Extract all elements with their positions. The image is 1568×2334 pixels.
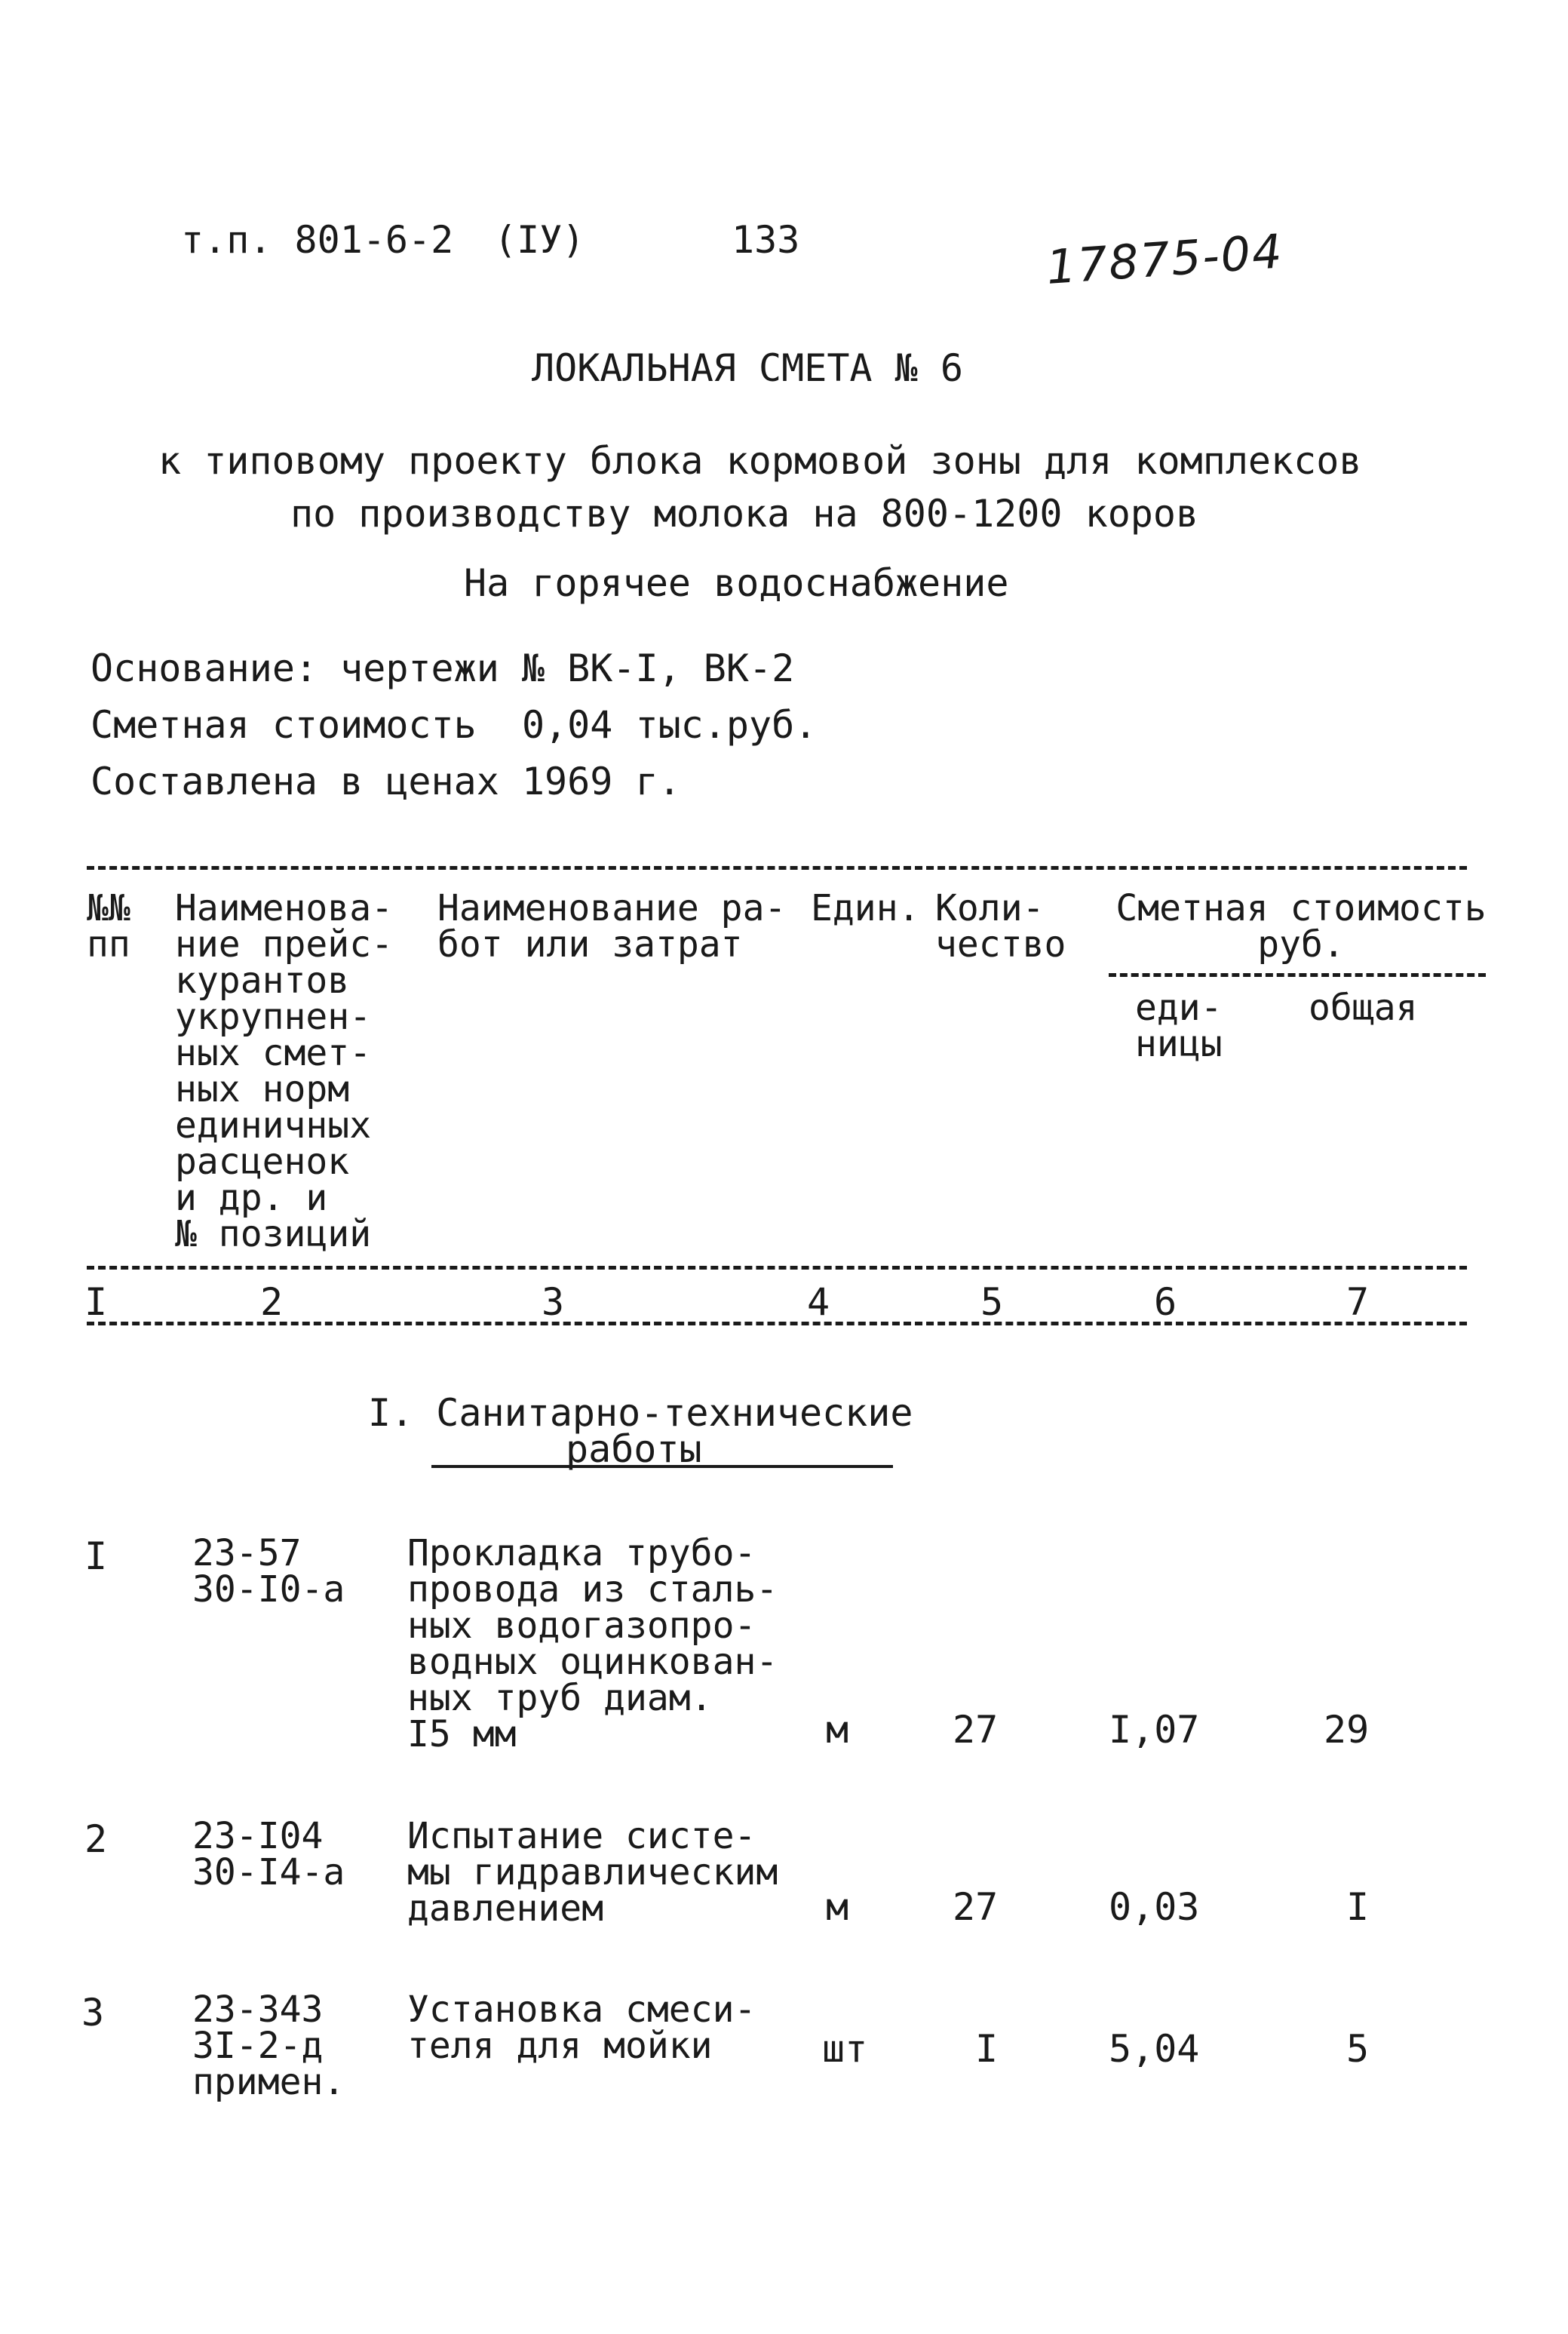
section-title-underline	[431, 1465, 893, 1468]
basis-line: Основание: чертежи № ВК-I, ВК-2	[91, 646, 795, 690]
page-number: 133	[732, 218, 800, 262]
row-3-unit: шт	[822, 2027, 868, 2071]
row-2-name: Испытание систе- мы гидравлическим давлением	[407, 1815, 778, 1930]
row-1-total: 29	[1324, 1708, 1370, 1752]
row-3-name: Установка смеси- теля для мойки	[407, 1989, 756, 2067]
row-1-name: Прокладка трубо- провода из сталь- ных водогазопро- водных оцинкован- ных труб диам. I5 мм	[407, 1532, 778, 1755]
column-number-6: 6	[1154, 1280, 1177, 1324]
table-top-rule	[87, 866, 1467, 870]
column-number-4: 4	[807, 1280, 830, 1324]
prices-line: Составлена в ценах 1969 г.	[91, 760, 681, 803]
row-1-code: 23-57 30-I0-а	[192, 1532, 345, 1611]
doc-subject: На горячее водоснабжение	[464, 561, 1009, 605]
header-col-quantity: Коли- чество	[935, 887, 1066, 966]
row-2-unit-cost: 0,03	[1109, 1885, 1200, 1929]
title-line-2: по производству молока на 800-1200 коров	[290, 492, 1199, 536]
header-col-work-name: Наименование ра- бот или затрат	[437, 887, 787, 966]
row-2-unit: м	[826, 1885, 849, 1929]
header-col-pricelist: Наименова- ние прейс- курантов укрупнен- ных смет- ных норм единичных расценок и др. и № позиций	[175, 887, 393, 1255]
section-title-line-2: работы	[566, 1427, 702, 1471]
column-number-7: 7	[1346, 1280, 1370, 1324]
section-title: I. Санитарно-технические	[368, 1391, 913, 1435]
column-number-3: 3	[542, 1280, 565, 1324]
header-cost-subrule	[1109, 973, 1486, 977]
row-2-number: 2	[84, 1817, 108, 1861]
title-line-1: к типовому проекту блока кормовой зоны для комплексов	[158, 439, 1362, 483]
handwritten-number: 17875-04	[1044, 223, 1285, 295]
row-2-code: 23-I04 30-I4-а	[192, 1815, 345, 1893]
column-number-2: 2	[260, 1280, 284, 1324]
row-1-unit: м	[826, 1708, 849, 1752]
column-numbers-rule	[87, 1322, 1467, 1325]
column-number-5: 5	[980, 1280, 1004, 1324]
doc-title: ЛОКАЛЬНАЯ СМЕТА № 6	[532, 346, 963, 390]
header-col-number: №№ пп	[87, 887, 130, 966]
header-col-unit-cost: еди- ницы	[1135, 987, 1223, 1065]
row-2-quantity: 27	[953, 1885, 999, 1929]
row-1-quantity: 27	[953, 1708, 999, 1752]
doc-section: (IУ)	[494, 218, 585, 262]
estimated-cost-line: Сметная стоимость 0,04 тыс.руб.	[91, 703, 818, 747]
row-3-number: 3	[81, 1991, 105, 2035]
row-2-total: I	[1346, 1885, 1370, 1929]
table-header-bottom-rule	[87, 1266, 1467, 1270]
doc-code: т.п. 801-6-2	[181, 218, 454, 262]
row-1-unit-cost: I,07	[1109, 1708, 1200, 1752]
column-number-1: I	[84, 1280, 108, 1324]
row-1-number: I	[84, 1534, 108, 1578]
row-3-quantity: I	[975, 2027, 999, 2071]
row-3-total: 5	[1346, 2027, 1370, 2071]
header-col-unit: Един.	[811, 887, 920, 929]
header-col-total: общая	[1309, 987, 1418, 1029]
row-3-code: 23-343 3I-2-д примен.	[192, 1989, 345, 2103]
row-3-unit-cost: 5,04	[1109, 2027, 1200, 2071]
header-col-estimated-cost: Сметная стоимость руб.	[1115, 887, 1487, 966]
